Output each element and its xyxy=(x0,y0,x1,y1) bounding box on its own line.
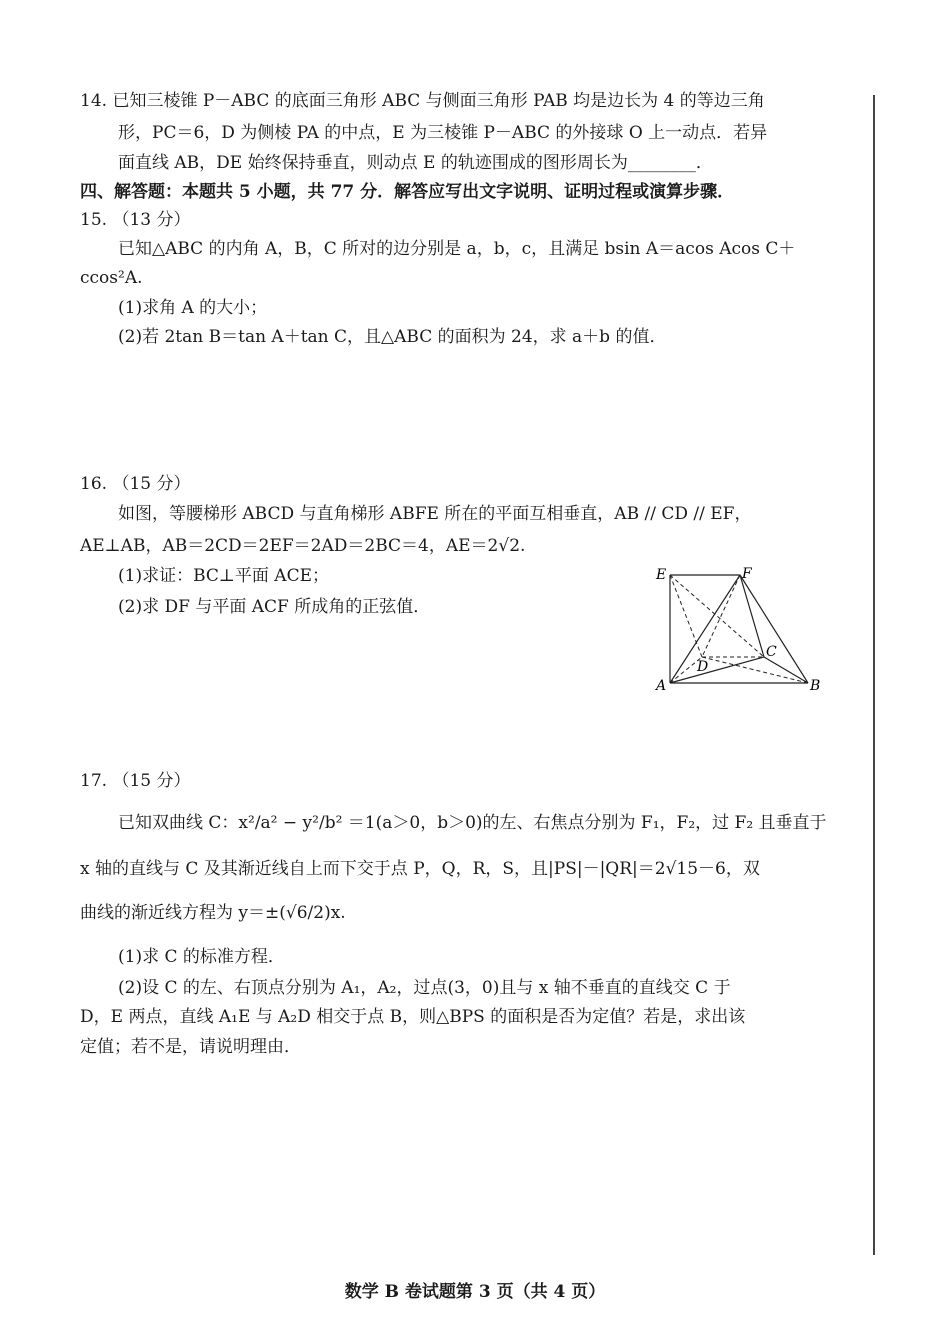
q15-line-2: ccos²A. xyxy=(80,268,143,288)
q16-part-2: (2)求 DF 与平面 ACF 所成角的正弦值． xyxy=(118,597,431,617)
q17-part-1: (1)求 C 的标准方程． xyxy=(118,947,285,967)
section-4-heading: 四、解答题：本题共 5 小题，共 77 分．解答应写出文字说明、证明过程或演算步骤． xyxy=(80,182,735,202)
q17-part-2-line-3: 定值；若不是，请说明理由． xyxy=(80,1037,301,1057)
edge-FB xyxy=(740,575,808,683)
page-footer: 数学 B 卷试题第 3 页（共 4 页） xyxy=(344,1282,606,1302)
q14-line-2: 形，PC＝6，D 为侧棱 PA 的中点，E 为三棱锥 P－ABC 的外接球 O 上一动点．若异 xyxy=(118,123,768,143)
q14-line-3: 面直线 AB，DE 始终保持垂直，则动点 E 的轨迹围成的图形周长为________． xyxy=(118,153,713,173)
right-margin-rule xyxy=(873,95,875,1255)
q17-line-3: 曲线的渐近线方程为 y＝±(√6/2)x. xyxy=(80,903,346,923)
q16-part-1: (1)求证：BC⊥平面 ACE； xyxy=(118,566,329,586)
q15-part-1: (1)求角 A 的大小； xyxy=(118,298,268,318)
q16-line-1: 如图，等腰梯形 ABCD 与直角梯形 ABFE 所在的平面互相垂直，AB // CD // EF， xyxy=(118,504,752,524)
q17-number: 17. （15 分） xyxy=(80,771,191,791)
q16-line-2: AE⊥AB，AB＝2CD＝2EF＝2AD＝2BC＝4，AE＝2√2. xyxy=(80,536,526,556)
q17-part-2-line-1: (2)设 C 的左、右顶点分别为 A₁，A₂，过点(3，0)且与 x 轴不垂直的直线交 C 于 xyxy=(118,978,731,998)
edge-CB xyxy=(764,657,808,683)
label-C: C xyxy=(766,644,777,660)
edge-FC xyxy=(740,575,764,657)
label-F: F xyxy=(742,566,752,582)
q17-line-1: 已知双曲线 C：x²/a² − y²/b² ＝1(a＞0，b＞0)的左、右焦点分别为 F₁，F₂，过 F₂ 且垂直于 xyxy=(118,813,827,833)
q16-geometry-figure xyxy=(652,565,832,699)
q16-figure-svg xyxy=(652,565,832,695)
q15-number: 15. （13 分） xyxy=(80,210,191,230)
q17-part-2-line-2: D，E 两点，直线 A₁E 与 A₂D 相交于点 B，则△BPS 的面积是否为定值？若是，求出该 xyxy=(80,1007,746,1027)
q17-line-2: x 轴的直线与 C 及其渐近线自上而下交于点 P，Q，R，S，且|PS|－|QR|＝2√15－6，双 xyxy=(80,859,760,879)
edge-ED xyxy=(670,575,702,657)
edge-EC xyxy=(670,575,764,657)
label-D: D xyxy=(697,659,709,675)
label-B: B xyxy=(810,678,821,694)
q14-line-1: 14. 已知三棱锥 P－ABC 的底面三角形 ABC 与侧面三角形 PAB 均是边长为 4 的等边三角 xyxy=(80,91,765,111)
edge-FD xyxy=(702,575,740,657)
q15-part-2: (2)若 2tan B＝tan A＋tan C，且△ABC 的面积为 24，求 a＋b 的值． xyxy=(118,327,667,347)
label-E: E xyxy=(656,567,667,583)
q15-line-1: 已知△ABC 的内角 A，B，C 所对的边分别是 a，b，c，且满足 bsin A＝acos Acos C＋ xyxy=(118,239,796,259)
q16-number: 16. （15 分） xyxy=(80,474,191,494)
label-A: A xyxy=(656,678,667,694)
